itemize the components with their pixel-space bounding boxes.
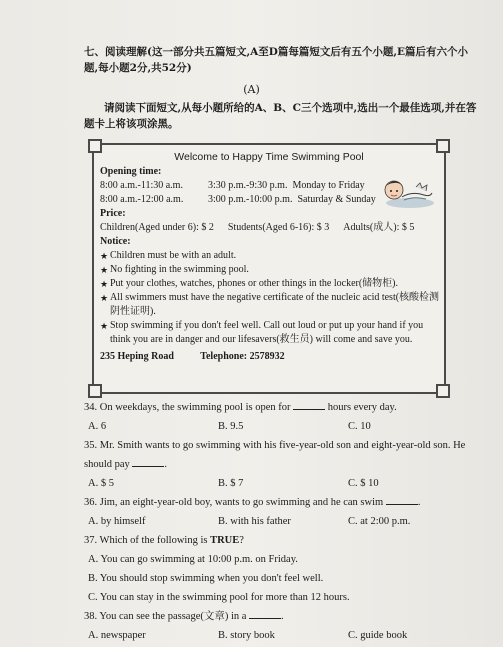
question-stem: 38. You can see the passage(文章) in a . (84, 607, 479, 626)
option-b: B. 9.5 (218, 421, 244, 432)
section-heading: 七、阅读理解(这一部分共五篇短文,A至D篇每篇短文后有五个小题,E篇后有六个小题,每小题2分,共52分) (84, 46, 469, 74)
opening-label: Opening time: (100, 166, 162, 177)
notice-rule: ★ No fighting in the swimming pool. (100, 264, 249, 275)
notice-title: Welcome to Happy Time Swimming Pool (174, 151, 364, 163)
option-a: A. $ 5 (88, 478, 114, 489)
question-stem: 34. On weekdays, the swimming pool is open for hours every day. (84, 398, 479, 417)
option-row (84, 474, 479, 493)
option-c: C. $ 10 (348, 478, 379, 489)
notice-rule: ★ Put your clothes, watches, phones or other things in the locker(储物柜). (100, 278, 398, 289)
answer-blank (249, 607, 281, 619)
price-row (100, 221, 440, 235)
option-b: B. with his father (218, 516, 291, 527)
schedule-row (100, 179, 440, 193)
star-icon: ★ (100, 251, 109, 261)
option-c: C. at 2:00 p.m. (348, 516, 411, 527)
question-stem: 37. Which of the following is TRUE? (84, 535, 244, 546)
part-label: (A) (243, 83, 260, 96)
option-row (84, 626, 479, 645)
option-b: B. You should stop swimming when you don't feel well. (88, 573, 324, 584)
price-children: Children(Aged under 6): $ 2 (100, 222, 214, 233)
option-a: A. by himself (88, 516, 146, 527)
schedule-morning: 8:00 a.m.-11:30 a.m. (100, 180, 183, 191)
schedule-days: Saturday & Sunday (297, 194, 376, 205)
answer-blank (386, 493, 418, 505)
option-c: C. You can stay in the swimming pool for more than 12 hours. (88, 592, 350, 603)
question-stem: 35. Mr. Smith wants to go swimming with his five-year-old son and eight-year-old son. He should pay . (84, 440, 466, 470)
price-students: Students(Aged 6-16): $ 3 (227, 222, 330, 233)
price-adults: Adults(成人): $ 5 (343, 222, 415, 233)
star-icon: ★ (100, 321, 109, 331)
star-icon: ★ (100, 293, 109, 303)
option-b: B. story book (218, 630, 275, 641)
option-a: A. newspaper (88, 630, 146, 641)
telephone: Telephone: 2578932 (200, 351, 285, 362)
option-b: B. $ 7 (218, 478, 244, 489)
price-label: Price: (100, 208, 126, 219)
schedule-afternoon: 3:30 p.m.-9:30 p.m. (208, 180, 288, 191)
question-list (84, 398, 479, 645)
contact-line (100, 350, 440, 364)
corner-ornament (88, 384, 102, 398)
notice-rule: ★ Children must be with an adult. (100, 250, 237, 261)
schedule-morning: 8:00 a.m.-12:00 a.m. (100, 194, 184, 205)
address: 235 Heping Road (100, 351, 174, 362)
notice-rule: ★ Stop swimming if you don't feel well. Call out loud or put up your hand if you think you are in danger and our lifesavers(救生员) will come and save you. (100, 320, 424, 345)
notice-label: Notice: (100, 236, 131, 247)
option-c: C. guide book (348, 630, 408, 641)
instruction-text: 请阅读下面短文,从每小题所给的A、B、C三个选项中,选出一个最佳选项,并在答题卡上将该项涂黑。 (84, 102, 477, 130)
option-c: C. 10 (348, 421, 371, 432)
corner-ornament (436, 384, 450, 398)
option-a: A. 6 (88, 421, 107, 432)
option-row (84, 417, 479, 436)
question-stem: 36. Jim, an eight-year-old boy, wants to go swimming and he can swim . (84, 493, 479, 512)
schedule-afternoon: 3:00 p.m.-10:00 p.m. (208, 194, 293, 205)
star-icon: ★ (100, 265, 109, 275)
answer-blank (132, 455, 164, 467)
option-a: A. You can go swimming at 10:00 p.m. on Friday. (88, 554, 298, 565)
schedule-days: Monday to Friday (292, 180, 365, 191)
notice-box (92, 143, 446, 394)
answer-blank (293, 398, 325, 410)
schedule-row (100, 193, 440, 207)
option-row (84, 512, 479, 531)
notice-rule: ★ All swimmers must have the negative certificate of the nucleic acid test(核酸检测阴性证明). (100, 292, 440, 317)
star-icon: ★ (100, 279, 109, 289)
